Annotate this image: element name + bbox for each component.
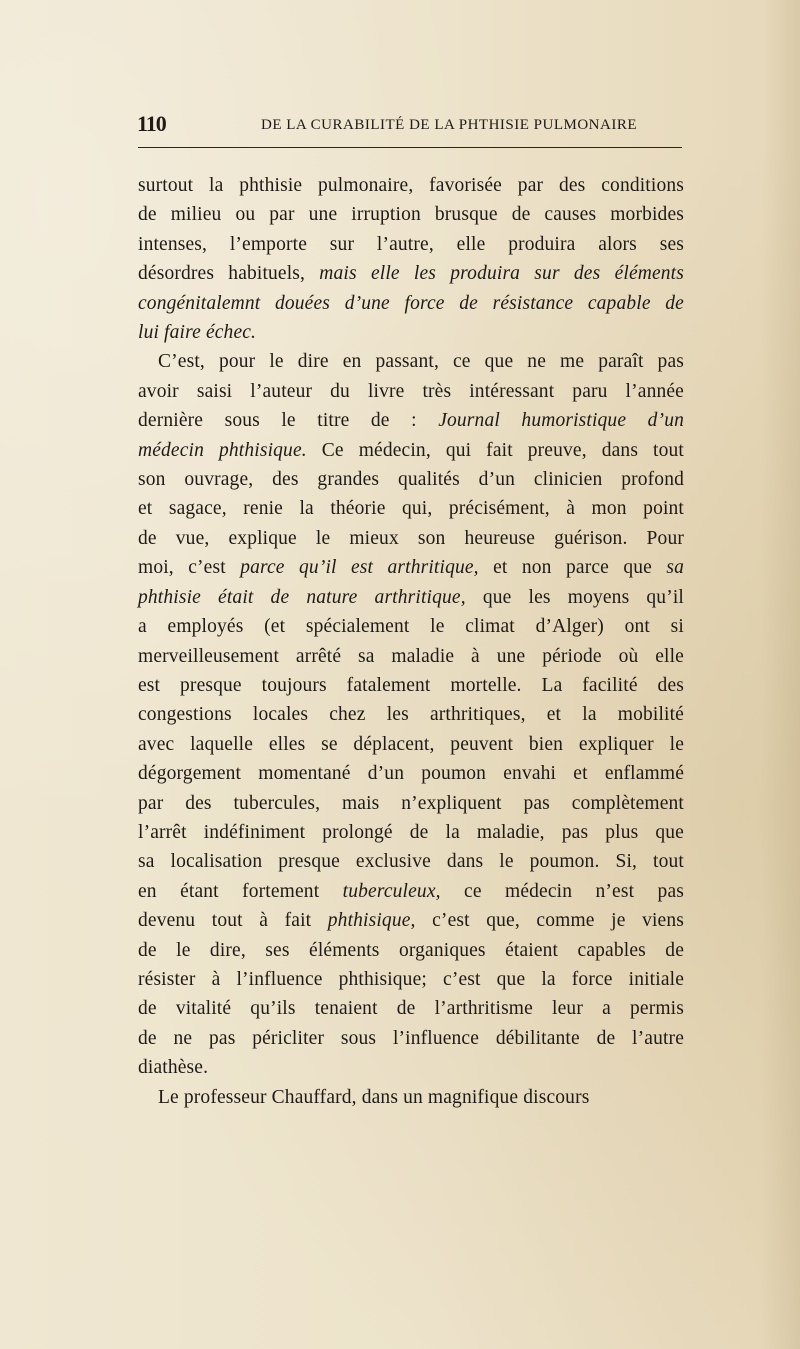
text-line [138, 553, 684, 582]
text-span: en étant fortement [138, 880, 343, 902]
header-rule [138, 147, 682, 148]
text-span: moi, c’est [138, 557, 241, 579]
italic-text-span: phthisique, [327, 910, 416, 932]
text-span: a employés (et spécialement le climat d’Alger) ont si [138, 616, 684, 638]
text-line [138, 200, 684, 229]
text-span: avec laquelle elles se déplacent, peuvent bien expliquer le [138, 733, 684, 755]
text-line [138, 1024, 684, 1053]
text-line [138, 1083, 684, 1112]
text-span: dernière sous le titre de : [138, 410, 439, 432]
text-span: par des tubercules, mais n’expliquent pas complètement [138, 792, 684, 814]
text-line [138, 877, 684, 906]
text-span: avoir saisi l’auteur du livre très intéressant paru l’année [138, 380, 684, 402]
text-line [138, 994, 684, 1023]
running-title: DE LA CURABILITÉ DE LA PHTHISIE PULMONAIRE [261, 117, 637, 133]
text-span: son ouvrage, des grandes qualités d’un clinicien profond [138, 469, 684, 491]
text-line [138, 730, 684, 759]
text-span: devenu tout à fait [138, 910, 328, 932]
text-span: Ce médecin, qui fait preuve, dans tout [306, 439, 684, 461]
body-text [138, 171, 684, 1112]
text-line [138, 406, 684, 435]
text-span: congestions locales chez les arthritiques, et la mobilité [138, 704, 684, 726]
text-span: est presque toujours fatalement mortelle. La facilité des [138, 674, 684, 696]
text-span: l’arrêt indéfiniment prolongé de la maladie, pas plus que [138, 821, 684, 843]
text-line [138, 494, 684, 523]
text-line [138, 230, 684, 259]
text-line [138, 347, 684, 376]
italic-text-span: phthisie était de nature arthritique, [138, 586, 466, 608]
text-line [138, 436, 684, 465]
text-line [138, 789, 684, 818]
italic-text-span: lui faire échec. [138, 322, 257, 344]
text-span: ce médecin n’est pas [440, 880, 684, 902]
text-span: dégorgement momentané d’un poumon envahi et enflammé [138, 763, 684, 785]
text-line [138, 671, 684, 700]
italic-text-span: mais elle les produira sur des éléments [319, 263, 684, 285]
text-line [138, 965, 684, 994]
text-line [138, 524, 684, 553]
italic-text-span: congénitalemnt douées d’une force de résistance capable de [138, 292, 684, 314]
text-span: C’est, pour le dire en passant, ce que ne me paraît pas [158, 351, 684, 373]
text-line [138, 318, 684, 347]
text-line [138, 259, 684, 288]
text-line [138, 936, 684, 965]
text-line [138, 612, 684, 641]
text-span: désordres habituels, [138, 263, 320, 285]
text-span: sa localisation presque exclusive dans le poumon. Si, tout [138, 851, 684, 873]
text-line [138, 642, 684, 671]
text-line [138, 583, 684, 612]
text-line [138, 847, 684, 876]
text-line [138, 818, 684, 847]
running-head [137, 111, 682, 141]
text-span: diathèse. [138, 1057, 209, 1079]
text-span: et sagace, renie la théorie qui, précisément, à mon point [138, 498, 684, 520]
text-line [138, 289, 684, 318]
text-span: c’est que, comme je viens [415, 910, 684, 932]
text-span: résister à l’influence phthisique; c’est que la force initiale [138, 968, 684, 990]
italic-text-span: sa [666, 557, 685, 579]
italic-text-span: Journal humoristique d’un [438, 410, 684, 432]
italic-text-span: tuberculeux, [342, 880, 441, 902]
text-span: de milieu ou par une irruption brusque de causes morbides [138, 204, 684, 226]
text-line [138, 171, 684, 200]
text-line [138, 906, 684, 935]
text-span: de ne pas péricliter sous l’influence débilitante de l’autre [138, 1027, 684, 1049]
text-span: merveilleusement arrêté sa maladie à une période où elle [138, 645, 684, 667]
text-line [138, 1053, 684, 1082]
italic-text-span: médecin phthisique. [138, 439, 307, 461]
text-span: de vue, explique le mieux son heureuse guérison. Pour [138, 527, 684, 549]
text-line [138, 465, 684, 494]
text-line [138, 700, 684, 729]
text-span: surtout la phthisie pulmonaire, favorisée par des conditions [138, 175, 684, 196]
text-line [138, 759, 684, 788]
text-span: de le dire, ses éléments organiques étaient capables de [138, 939, 684, 961]
text-span: intenses, l’emporte sur l’autre, elle produira alors ses [138, 233, 684, 255]
text-line [138, 377, 684, 406]
text-span: de vitalité qu’ils tenaient de l’arthritisme leur a permis [138, 998, 684, 1020]
text-span: et non parce que [478, 557, 667, 579]
page-edge-shadow [760, 0, 800, 1349]
text-span: Le professeur Chauffard, dans un magnifique discours [158, 1086, 590, 1108]
page-number: 110 [137, 111, 166, 136]
italic-text-span: parce qu’il est arthritique, [240, 557, 479, 579]
text-span: que les moyens qu’il [465, 586, 684, 608]
